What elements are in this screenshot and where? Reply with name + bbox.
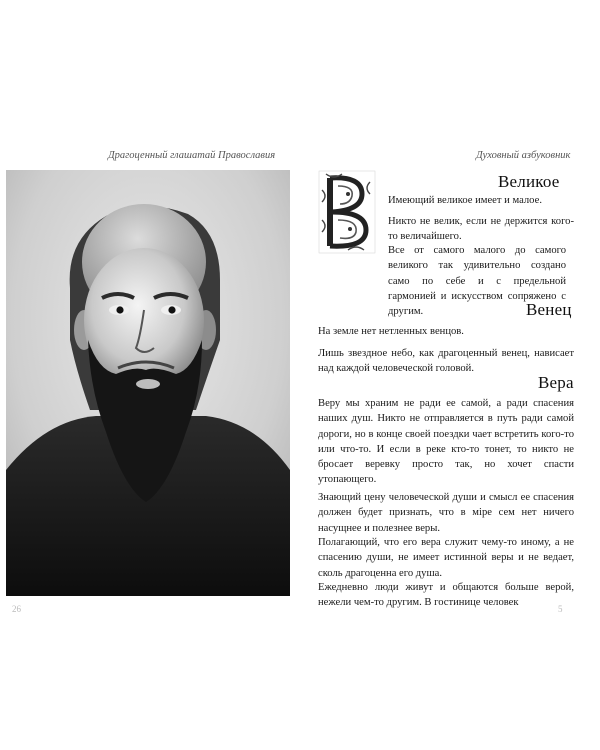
paragraph: Знающий цену человеческой души и смысл ее спасения должен будет признать, что в міре сем нет ничего насущнее и полезнее веры. xyxy=(318,492,574,534)
paragraph: Все от самого малого до самого великого так удивительно создано само по себе и с предельной гармонией и искусством сопряжено с другим. xyxy=(388,245,566,318)
paragraph: На земле нет нетленных венцов. xyxy=(318,326,464,337)
section-title-velikoe: Великое xyxy=(498,172,560,191)
ornamental-dropcap-icon xyxy=(318,170,376,254)
paragraph: Лишь звездное небо, как драгоценный венец, нависает над каждой человеческой головой. xyxy=(318,348,574,375)
paragraph: Веру мы храним не ради ее самой, а ради спасения наших душ. Никто не отправляется в путь ради самой дороги, но в конце своей поездки чает встретить кого-то или что-то. И если в реке кто-то тонет, то никто не бросает веревку просто так, но хочет спасти утопающего. xyxy=(318,398,574,486)
right-running-head: Духовный азбуковник xyxy=(476,150,571,161)
right-page xyxy=(300,0,600,750)
paragraph: Никто не велик, если не держится кого-то величайшего. xyxy=(388,216,574,243)
paragraph: Ежедневно люди живут и общаются больше верой, нежели чем-то другим. В гостинице человек xyxy=(318,582,574,609)
paragraph: Имеющий великое имеет и малое. xyxy=(388,195,542,206)
left-folio: 26 xyxy=(12,604,21,614)
left-running-head: Драгоценный глашатай Православия xyxy=(108,150,276,161)
portrait-illustration xyxy=(6,170,290,596)
right-folio: 5 xyxy=(558,604,563,614)
section-title-vera: Вера xyxy=(538,373,574,392)
portrait-photo xyxy=(6,170,290,596)
section-title-venets: Венец xyxy=(526,300,572,319)
paragraph: Полагающий, что его вера служит чему-то иному, а не спасению души, не имеет истинной веры и не ведает, сколь драгоценна его душа. xyxy=(318,537,574,579)
